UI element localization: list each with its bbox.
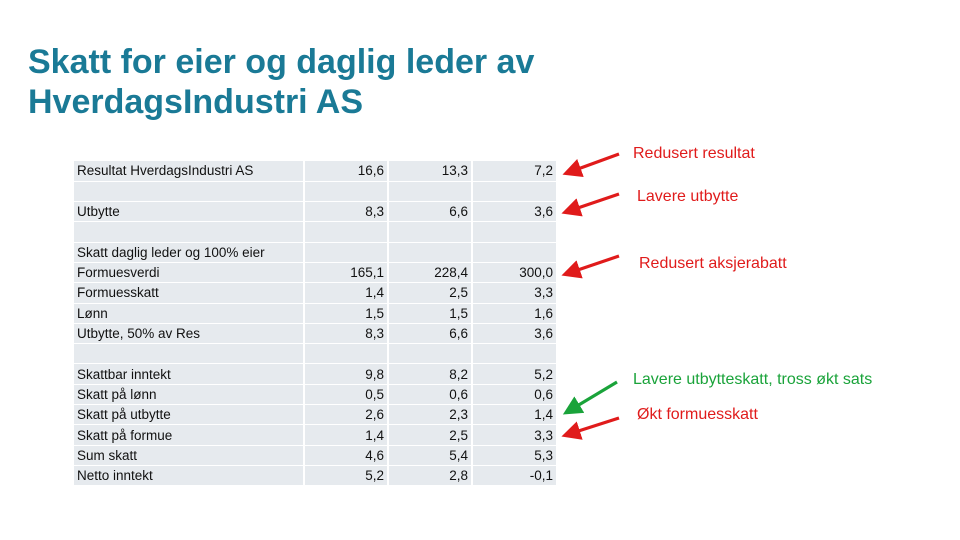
row-value-col-3: 0,6: [472, 384, 556, 404]
row-value-col-3: 7,2: [472, 161, 556, 181]
row-value-col-1: 2,6: [304, 405, 388, 425]
row-value-col-1: 1,5: [304, 303, 388, 323]
row-label: Formuesskatt: [74, 283, 304, 303]
row-label: Skatt på formue: [74, 425, 304, 445]
row-label: Resultat HverdagsIndustri AS: [74, 161, 304, 181]
annotation-lower-dividend-tax: Lavere utbytteskatt, tross økt sats: [633, 371, 873, 388]
row-value-col-2: 2,5: [388, 425, 472, 445]
row-label: Skatt daglig leder og 100% eier: [74, 242, 304, 262]
row-value-col-3: 3,6: [472, 323, 556, 343]
row-label: Netto inntekt: [74, 465, 304, 485]
row-value-col-3: 1,6: [472, 303, 556, 323]
red-arrow-icon: [566, 194, 619, 212]
row-value-col-2: 8,2: [388, 364, 472, 384]
row-label: Lønn: [74, 303, 304, 323]
row-label: Skatt på utbytte: [74, 405, 304, 425]
row-value-col-2: 5,4: [388, 445, 472, 465]
row-value-col-1: 0,5: [304, 384, 388, 404]
row-value-col-1: 8,3: [304, 202, 388, 222]
row-value-col-1: 5,2: [304, 465, 388, 485]
row-value-col-2: 2,3: [388, 405, 472, 425]
row-value-col-2: 1,5: [388, 303, 472, 323]
row-value-col-2: 6,6: [388, 323, 472, 343]
row-label: Skattbar inntekt: [74, 364, 304, 384]
annotation-increased-wealth-tax: Økt formuesskatt: [637, 406, 758, 423]
row-value-col-1: 4,6: [304, 445, 388, 465]
red-arrow-icon: [567, 154, 619, 173]
row-value-col-1: 8,3: [304, 323, 388, 343]
row-value-col-1: 9,8: [304, 364, 388, 384]
row-label: Utbytte: [74, 202, 304, 222]
row-value-col-1: 1,4: [304, 425, 388, 445]
slide-title-line-1: Skatt for eier og daglig leder av: [28, 43, 535, 81]
row-value-col-3: 3,6: [472, 202, 556, 222]
green-arrow-icon: [567, 382, 617, 412]
row-value-col-1: 16,6: [304, 161, 388, 181]
slide-title-line-2: HverdagsIndustri AS: [28, 83, 364, 121]
row-value-col-3: 3,3: [472, 283, 556, 303]
row-value-col-3: -0,1: [472, 465, 556, 485]
row-value-col-2: 6,6: [388, 202, 472, 222]
row-value-col-1: 165,1: [304, 262, 388, 282]
row-value-col-2: 228,4: [388, 262, 472, 282]
row-value-col-3: 1,4: [472, 405, 556, 425]
row-label: Skatt på lønn: [74, 384, 304, 404]
row-label: Utbytte, 50% av Res: [74, 323, 304, 343]
annotation-lower-dividend: Lavere utbytte: [637, 188, 739, 205]
row-value-col-2: 2,8: [388, 465, 472, 485]
row-value-col-3: 5,2: [472, 364, 556, 384]
annotation-reduced-result: Redusert resultat: [633, 145, 755, 162]
row-value-col-1: 1,4: [304, 283, 388, 303]
row-label: Formuesverdi: [74, 262, 304, 282]
red-arrow-icon: [566, 256, 619, 274]
annotation-reduced-share-discount: Redusert aksjerabatt: [639, 255, 787, 272]
red-arrow-icon: [566, 418, 619, 435]
row-value-col-2: 0,6: [388, 384, 472, 404]
row-value-col-2: 13,3: [388, 161, 472, 181]
row-value-col-3: 5,3: [472, 445, 556, 465]
row-value-col-2: 2,5: [388, 283, 472, 303]
row-value-col-3: 3,3: [472, 425, 556, 445]
row-value-col-3: 300,0: [472, 262, 556, 282]
row-label: Sum skatt: [74, 445, 304, 465]
